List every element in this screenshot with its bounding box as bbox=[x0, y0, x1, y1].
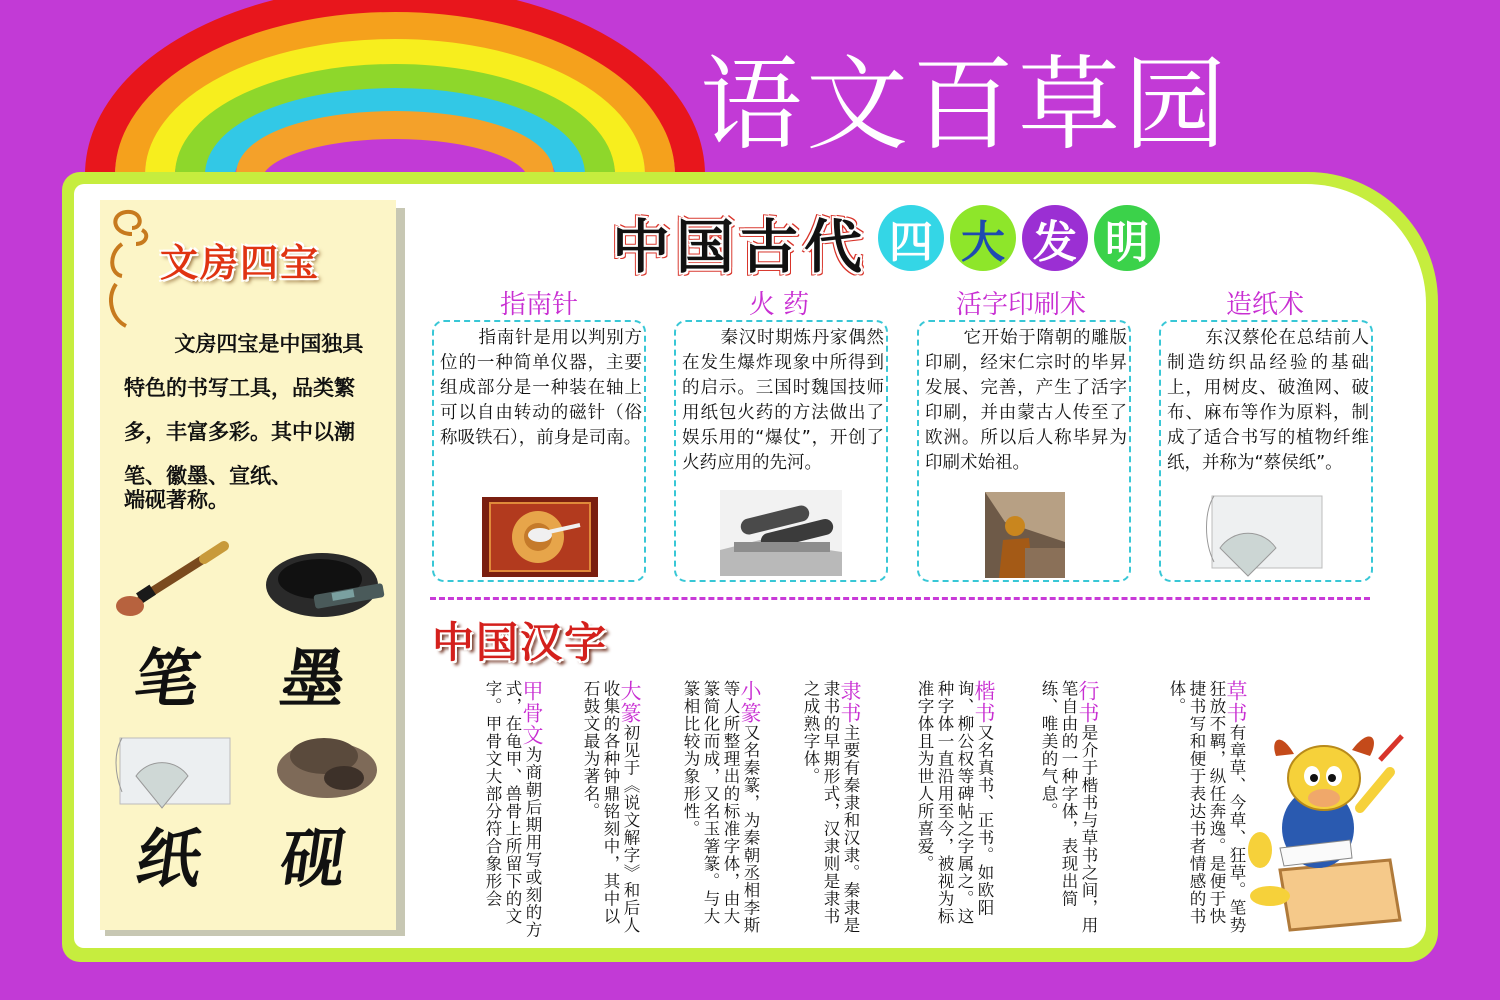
script-xingshu-name: 行书 bbox=[1076, 680, 1100, 724]
ink-stick-icon bbox=[262, 545, 387, 625]
script-lishu-text: 主要有秦隶和汉隶。秦隶是隶书的早期形式，汉隶则是隶书之成熟字体。 bbox=[801, 680, 860, 934]
papermaking-title: 造纸术 bbox=[1225, 290, 1304, 320]
section-divider bbox=[430, 597, 1370, 600]
script-lishu bbox=[800, 680, 860, 940]
script-jiaguwen-text: 为商朝后期用写或刻的方式，在龟甲、兽骨上所留下的文字。甲骨文大部分符合象形会 bbox=[483, 680, 542, 939]
badge-ming: 明 bbox=[1094, 205, 1160, 271]
brush-icon bbox=[112, 540, 232, 620]
script-caoshu-text: 有章草、今草、狂草。笔势狂放不羁，纵任奔逸。是便于快捷书写和便于表达书者情感的书体。 bbox=[1167, 680, 1246, 934]
printing-title: 活字印刷术 bbox=[955, 290, 1086, 320]
left-panel-overflow-text: 端砚著称。 bbox=[124, 488, 229, 512]
compass-text: 指南针是用以判别方位的一种简单仪器，主要组成部分是一种装在轴上可以自由转动的磁针（俗称吸铁石），前身是司南。 bbox=[440, 328, 642, 448]
left-panel-text: 文房四宝是中国独具特色的书写工具，品类繁多，丰富多彩。其中以潮笔、徽墨、宣纸、 bbox=[124, 332, 364, 488]
ox-mascot-icon bbox=[1240, 720, 1420, 940]
badge-si: 四 bbox=[878, 205, 944, 271]
compass-title: 指南针 bbox=[499, 290, 578, 320]
script-xingshu bbox=[1038, 680, 1098, 940]
printing-text: 它开始于隋朝的雕版印刷，经宋仁宗时的毕昇发展、完善，产生了活字印刷，并由蒙古人传至了欧洲。所以后人称毕昇为印刷术始祖。 bbox=[925, 328, 1127, 473]
script-xiaozhuan-name: 小篆 bbox=[738, 680, 762, 724]
calligraphy-ink: 墨 bbox=[275, 642, 351, 717]
script-dazhuan-name: 大篆 bbox=[618, 680, 642, 724]
script-caoshu-name: 草书 bbox=[1224, 680, 1248, 724]
inkstone-icon bbox=[272, 732, 382, 802]
printing-icon bbox=[985, 492, 1065, 578]
papermaking-text: 东汉蔡伦在总结前人制造纺织品经验的基础上，用树皮、破渔网、破布、麻布等作为原料，制成了适合书写的植物纤维纸，并称为“蔡侯纸”。 bbox=[1167, 328, 1369, 473]
left-panel-title: 文房四宝 bbox=[160, 240, 321, 285]
script-kaishu-name: 楷书 bbox=[972, 680, 996, 724]
compass-icon bbox=[482, 497, 598, 577]
script-dazhuan-text: 初见于《说文解字》和后人收集的各种钟鼎铭刻中，其中以石鼓文最为著名。 bbox=[581, 680, 640, 934]
paper-fan-icon bbox=[112, 732, 237, 812]
page-title: 语文百草园 bbox=[700, 46, 1230, 165]
script-dazhuan bbox=[580, 680, 640, 940]
script-jiaguwen-name: 甲骨文 bbox=[520, 680, 544, 746]
gunpowder-text: 秦汉时期炼丹家偶然在发生爆炸现象中所得到的启示。三国时魏国技师用纸包火药的方法做出了娱乐用的“爆仗”，开创了火药应用的先河。 bbox=[682, 328, 884, 473]
paper-fan-icon bbox=[1202, 492, 1328, 578]
script-lishu-name: 隶书 bbox=[838, 680, 862, 724]
script-xiaozhuan bbox=[680, 680, 760, 940]
badge-da: 大 bbox=[950, 205, 1016, 271]
hanzi-title: 中国汉字 bbox=[432, 618, 609, 667]
calligraphy-brush: 笔 bbox=[129, 642, 205, 717]
calligraphy-paper: 纸 bbox=[131, 822, 207, 897]
script-jiaguwen bbox=[482, 680, 542, 940]
script-caoshu bbox=[1166, 680, 1246, 940]
script-kaishu bbox=[914, 680, 994, 940]
badge-fa: 发 bbox=[1022, 205, 1088, 271]
calligraphy-inkstone: 砚 bbox=[275, 822, 351, 897]
script-xingshu-text: 是介于楷书与草书之间，用笔自由的一种字体，表现出简练、唯美的气息。 bbox=[1039, 680, 1098, 934]
cannon-icon bbox=[720, 490, 842, 576]
inventions-headline: 中国古代 bbox=[612, 213, 869, 281]
script-xiaozhuan-text: 又名秦篆，为秦朝丞相李斯等人所整理出的标准字体，由大篆简化而成，又名玉箸篆。与大篆相比较为象形性。 bbox=[681, 680, 760, 934]
script-kaishu-text: 又名真书、正书。如欧阳询、柳公权等碑帖之字属之。这种字体一直沿用至今，被视为标准字体且为世人所喜爱。 bbox=[915, 680, 994, 925]
gunpowder-title: 火 药 bbox=[748, 290, 810, 320]
cloud-ornament-icon bbox=[102, 204, 162, 334]
